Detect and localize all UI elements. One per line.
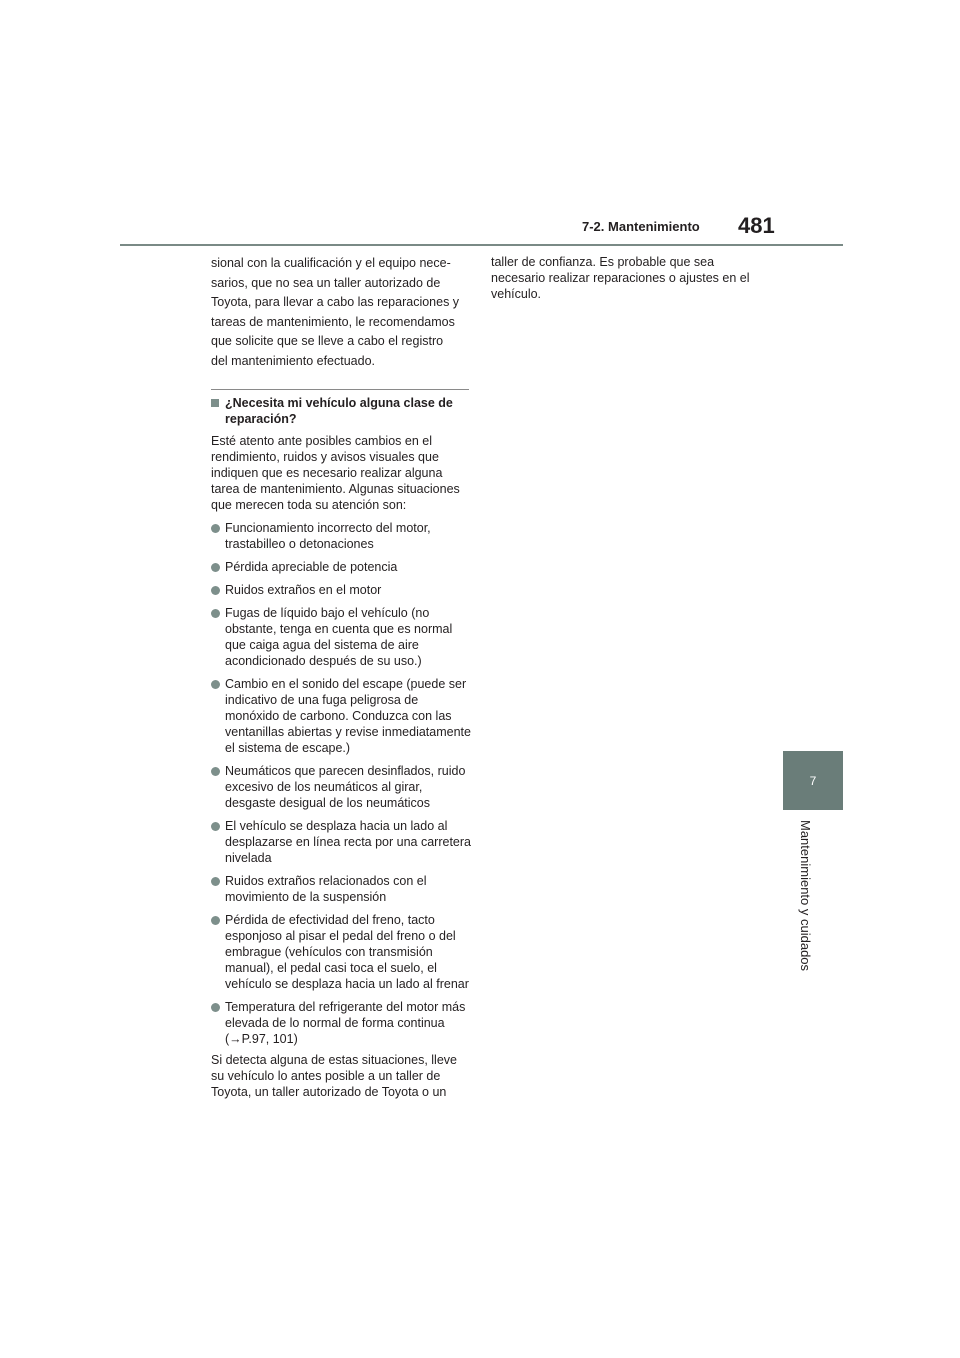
list-item-text: Ruidos extraños relacionados con el movimiento de la suspensión	[225, 874, 427, 904]
intro-line: tareas de mantenimiento, le recomendamos	[211, 314, 455, 329]
list-item	[211, 912, 471, 992]
section-title: 7-2. Mantenimiento	[582, 219, 700, 234]
circle-bullet-icon	[211, 1003, 220, 1012]
list-item	[211, 676, 471, 756]
circle-bullet-icon	[211, 822, 220, 831]
left-column	[211, 254, 471, 1100]
section-heading-text: ¿Necesita mi vehículo alguna clase de reparación?	[225, 396, 453, 426]
list-item-text: Neumáticos que parecen desinflados, ruido excesivo de los neumáticos al girar, desgaste desigual de los neumáticos	[225, 764, 466, 810]
section-intro: Esté atento ante posibles cambios en el rendimiento, ruidos y avisos visuales que indiquen que es necesario realizar alguna tarea de mantenimiento. Algunas situaciones que merecen toda su atención son:	[211, 434, 460, 512]
page-number: 481	[738, 213, 775, 238]
circle-bullet-icon	[211, 877, 220, 886]
intro-line: que solicite que se lleve a cabo el registro	[211, 334, 444, 348]
list-item	[211, 818, 471, 866]
intro-line: sional con la cualificación y el equipo nece-	[211, 256, 451, 270]
section-divider	[211, 389, 469, 390]
circle-bullet-icon	[211, 680, 220, 689]
list-item-text: Pérdida apreciable de potencia	[225, 560, 398, 574]
circle-bullet-icon	[211, 586, 220, 595]
square-bullet-icon	[211, 399, 219, 407]
chapter-tab	[783, 751, 843, 810]
continuation-paragraph: taller de confianza. Es probable que sea necesario realizar reparaciones o ajustes en el vehículo.	[491, 255, 750, 301]
list-item	[211, 605, 471, 669]
list-item-text: El vehículo se desplaza hacia un lado al desplazarse en línea recta por una carretera nivelada	[225, 819, 471, 865]
list-item	[211, 582, 471, 598]
list-item	[211, 873, 471, 905]
circle-bullet-icon	[211, 609, 220, 618]
list-item-text: Pérdida de efectividad del freno, tacto esponjoso al pisar el pedal del freno o del embrague (vehículos con transmisión manual), el pedal casi toca el suelo, el vehículo se desplaza hacia un lado al frenar	[225, 913, 469, 991]
intro-line: Toyota, para llevar a cabo las reparaciones y	[211, 295, 460, 309]
list-item	[211, 520, 471, 552]
list-item	[211, 763, 471, 811]
list-item-text: Funcionamiento incorrecto del motor, trastabilleo o detonaciones	[225, 521, 431, 551]
list-item	[211, 559, 471, 575]
list-item-text: Ruidos extraños en el motor	[225, 583, 382, 597]
circle-bullet-icon	[211, 916, 220, 925]
chapter-number: 7	[809, 773, 817, 788]
section-heading	[211, 395, 471, 427]
chapter-label: Mantenimiento y cuidados	[798, 820, 813, 972]
circle-bullet-icon	[211, 563, 220, 572]
list-item	[211, 999, 471, 1047]
circle-bullet-icon	[211, 524, 220, 533]
circle-bullet-icon	[211, 767, 220, 776]
list-item-text: Temperatura del refrigerante del motor más elevada de lo normal de forma continua (→P.97, 101)	[225, 1000, 466, 1046]
intro-line: sarios, que no sea un taller autorizado de	[211, 275, 441, 290]
header-divider	[120, 244, 843, 246]
list-item-text: Cambio en el sonido del escape (puede ser indicativo de una fuga peligrosa de monóxido de carbono. Conduzca con las ventanillas abiertas y revise inmediatamente el sistema de escape.)	[225, 677, 471, 755]
list-item-text: Fugas de líquido bajo el vehículo (no obstante, tenga en cuenta que es normal que caiga agua del sistema de aire acondicionado después de su uso.)	[225, 606, 453, 668]
right-column	[491, 254, 753, 302]
intro-line: del mantenimiento efectuado.	[211, 353, 375, 368]
closing-paragraph: Si detecta alguna de estas situaciones, lleve su vehículo lo antes posible a un taller de Toyota, un taller autorizado de Toyota o un	[211, 1053, 457, 1099]
